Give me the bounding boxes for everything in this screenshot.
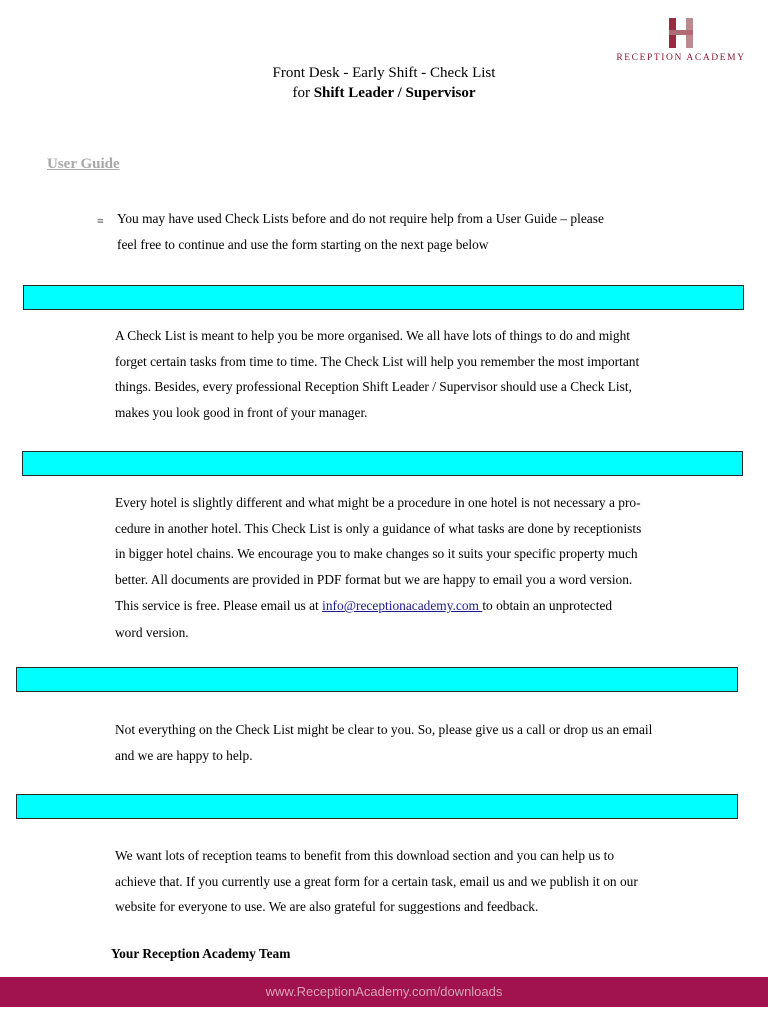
document-title: [0, 63, 768, 103]
bullet-icon: ≡: [97, 214, 104, 228]
title-line-2: [0, 83, 768, 103]
text-line: better. All documents are provided in PDF format but we are happy to email you a word version.: [115, 571, 633, 587]
email-link[interactable]: info@receptionacademy.com: [322, 598, 483, 613]
text-line: You may have used Check Lists before and do not require help from a User Guide – please: [117, 211, 604, 226]
section-paragraph-4: [115, 843, 730, 920]
text-line: A Check List is meant to help you be more organised. We all have lots of things to do and might: [115, 328, 631, 343]
section-divider-band: [22, 451, 743, 476]
user-guide-heading: User Guide: [47, 156, 120, 172]
logo-text: RECEPTION ACADEMY: [616, 53, 746, 63]
title-prefix: for: [292, 85, 310, 101]
reception-academy-logo: [616, 18, 746, 63]
text-line: achieve that. If you currently use a great form for a certain task, email us and we publish it on our: [115, 873, 638, 889]
section-divider-band: [16, 794, 738, 819]
title-role: Shift Leader / Supervisor: [313, 85, 476, 101]
text-line: things. Besides, every professional Reception Shift Leader / Supervisor should use a Check List,: [115, 379, 632, 394]
footer-bar: [0, 977, 768, 1007]
logo-h-icon: [666, 18, 696, 48]
text-line: makes you look good in front of your manager.: [115, 404, 368, 420]
text-line: Every hotel is slightly different and what might be a procedure in one hotel is not necessary a pro-: [115, 495, 641, 510]
text-segment: to obtain an unprotected: [482, 598, 613, 613]
text-line: Not everything on the Check List might be clear to you. So, please give us a call or drop us an email: [115, 722, 653, 737]
intro-paragraph: [117, 206, 717, 257]
section-divider-band: [16, 667, 738, 692]
section-paragraph-1: [115, 323, 730, 425]
section-paragraph-2: [115, 490, 730, 646]
text-line-with-email: [115, 592, 730, 620]
text-line: in bigger hotel chains. We encourage you to make changes so it suits your specific property much: [115, 546, 638, 561]
text-line: We want lots of reception teams to benefit from this download section and you can help us to: [115, 848, 615, 863]
text-line: word version.: [115, 625, 189, 640]
team-signoff: Your Reception Academy Team: [111, 946, 291, 961]
text-line: website for everyone to use. We are also grateful for suggestions and feedback.: [115, 899, 539, 914]
text-segment: This service is free. Please email us at: [115, 598, 323, 613]
footer-url[interactable]: www.ReceptionAcademy.com/downloads: [265, 984, 503, 999]
title-line-1: Front Desk - Early Shift - Check List: [272, 65, 496, 81]
text-line: forget certain tasks from time to time. The Check List will help you remember the most important: [115, 353, 640, 369]
text-line: feel free to continue and use the form starting on the next page below: [117, 236, 489, 252]
section-paragraph-3: [115, 717, 745, 768]
text-line: cedure in another hotel. This Check List is only a guidance of what tasks are done by receptionists: [115, 520, 642, 536]
section-divider-band: [23, 285, 744, 310]
text-line: and we are happy to help.: [115, 747, 253, 763]
